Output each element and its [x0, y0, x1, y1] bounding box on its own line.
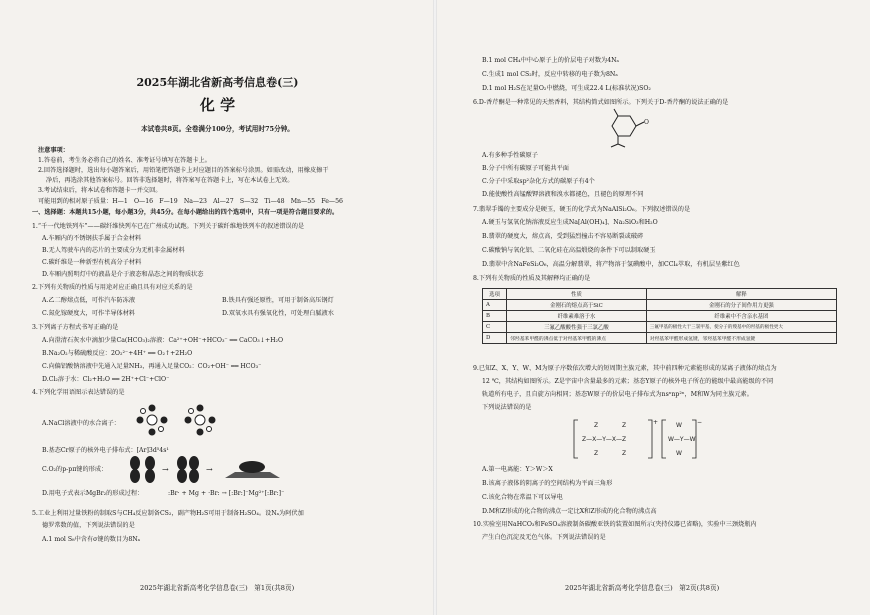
p-p-pi-bond-diagram: [120, 454, 290, 484]
cell: 邻羟基苯甲醛的沸点低于对羟基苯甲醛的沸点: [507, 333, 647, 344]
table-row: [483, 311, 837, 322]
cell: 三氟甲基的极性大于三氯甲基，使分子的羧基中的羟基的极性更大: [646, 322, 836, 333]
q3-option-d: D.Cl₂溶于水：Cl₂+H₂O ══ 2H⁺+Cl⁻+ClO⁻: [42, 376, 170, 383]
q9-stem: 9.已知Z、X、Y、W、M为原子序数依次增大的短周期主族元素，其中前四种元素能形成的某离子液体的熔点为: [473, 365, 777, 372]
q7-option-d: D.翡翠中含NaFeSi₂O₆，高温分解翡翠，将产物溶于氢碘酸中，加CCl₄萃取，有机层呈紫红色: [482, 261, 740, 268]
right-footer: 2025年湖北省新高考化学信息卷(三) 第2页(共8页): [565, 584, 720, 592]
q4-option-b: B.基态Cr原子的核外电子排布式：[Ar]3d⁵4s¹: [42, 447, 169, 454]
q5-option-a: A.1 mol S₈中含有σ键的数目为8Nₐ: [42, 536, 141, 543]
q3-stem: 3.下列离子方程式书写正确的是: [32, 324, 119, 331]
cell: A: [483, 300, 507, 311]
note-1: 1.答卷前，考生务必将自己的姓名、准考证号填写在答题卡上。: [38, 157, 211, 164]
q9-option-c: C.该化合物在常温下可以导电: [482, 494, 563, 501]
hydrated-ions-diagram: [130, 398, 270, 440]
q5-option-c: C.生成1 mol CS₂时，反应中转移的电子数为8Nₐ: [482, 71, 618, 78]
svg-text:Z: Z: [594, 422, 599, 429]
q1-option-c: C.碳纤维是一种新型有机高分子材料: [42, 259, 142, 266]
q5-stem-cont: 德罗常数的值，下列说法错误的是: [42, 522, 135, 529]
q4-option-d: D.用电子式表示MgBr₂的形成过程：: [42, 490, 144, 497]
svg-text:+: +: [653, 419, 659, 426]
q6-option-b: B.分子中所有碳原子可能共平面: [482, 165, 569, 172]
q3-option-b: B.Na₂O₂与稀硫酸反应：2O₂²⁻+4H⁺ ══ O₂↑+2H₂O: [42, 350, 193, 357]
q5-option-d: D.1 mol H₂S在足量O₂中燃烧，可生成22.4 L(标准状况)SO₂: [482, 85, 651, 92]
q5-stem: 5.工业上利用过量铁粉的制取S与CH₄反应制备CS₂，副产物H₂S可用于制备H₂SO₄。设Nₐ为阿伏加: [32, 510, 304, 517]
svg-text:Z: Z: [622, 450, 627, 457]
note-2: 2.回答选择题时，选出每小题答案后，用铅笔把答题卡上对应题目的答案标号涂黑。如需改动，用橡皮擦干: [38, 167, 329, 174]
exam-title: 2025年湖北省新高考信息卷(三): [136, 76, 299, 89]
cell: 对羟基苯甲醛形成氢键，邻羟基苯甲醛不形成氢键: [646, 333, 836, 344]
exam-info: 本试卷共8页。全卷满分100分，考试用时75分钟。: [141, 125, 294, 133]
subject-title: 化 学: [199, 96, 236, 114]
q1-option-d: D.车厢内照明灯中的液晶是介于液态和晶态之间的物质状态: [42, 271, 204, 278]
table-row: [483, 322, 837, 333]
q10-stem-cont: 产生白色沉淀及无色气体。下列说法错误的是: [482, 534, 606, 541]
svg-text:W—Y—W: W—Y—W: [668, 436, 696, 443]
cell: D: [483, 333, 507, 344]
note-2-cont: 净后，再选涂其他答案标号。回答非选择题时，将答案写在答题卡上，写在本试卷上无效。: [46, 177, 294, 184]
cell: 三氟乙酸酸性强于三氯乙酸: [507, 322, 647, 333]
q7-option-c: C.碳酸钠与氧化铝、二氧化硅在高温煅烧的条件下可以制取硬玉: [482, 247, 656, 254]
cell: 金刚石的熔点高于SiC: [507, 300, 647, 311]
q6-option-d: D.能使酸性高锰酸钾溶液和溴水都褪色，且褪色的原理不同: [482, 191, 644, 198]
cell: B: [483, 311, 507, 322]
q9-stem-2: 12 ℃，其结构如图所示。Z是宇宙中含量最多的元素；基态Y原子的核外电子所在的能级中最高能级的不同: [482, 378, 774, 385]
q7-option-b: B.翡翠的硬度大，熔点高，受到猛烈撞击不容易断裂或破碎: [482, 233, 644, 240]
q2-option-d: D.双氧水具有强氧化性，可处理白腻液水: [222, 310, 334, 317]
svg-text:Z: Z: [594, 450, 599, 457]
notes-heading: 注意事项：: [38, 147, 69, 154]
q5-option-b: B.1 mol CH₄中中心原子上的价层电子对数为4Nₐ: [482, 57, 619, 64]
q4-option-a: A.NaCl溶液中的水合离子：: [42, 420, 120, 427]
q6-option-a: A.有多种手性碳原子: [482, 152, 538, 159]
q2-stem: 2.下列有关物质的性质与用途对应正确且具有对应关系的是: [32, 284, 193, 291]
table-header-row: [483, 289, 837, 300]
q6-stem: 6.D-香芹酮是一种常见的天然香料，其结构简式如图所示。下列关于D-香芹酮的说法正确的是: [473, 99, 729, 106]
cell: 纤维素中不含亲水基团: [646, 311, 836, 322]
q9-option-a: A.第一电离能：Y＞W＞X: [482, 466, 553, 473]
col-property: 性质: [507, 289, 647, 300]
col-explanation: 解释: [646, 289, 836, 300]
svg-text:O: O: [644, 119, 649, 126]
carvone-structure: [600, 108, 650, 148]
q2-option-c: C.氮化镓硬度大，可作半导体材料: [42, 310, 136, 317]
svg-text:−: −: [697, 419, 703, 426]
q1-option-b: B.无人驾驶车内的芯片的主要成分为无机非金属材料: [42, 247, 185, 254]
cell: 金刚石的分子间作用力更强: [646, 300, 836, 311]
q1-stem: 1.“千一代地铁列车”——碳纤维快列车已在广州成功试跑。下列关于碳纤维地铁列车的叙述错误的是: [32, 223, 305, 230]
col-option: 选项: [483, 289, 507, 300]
note-3: 3.考试结束后，将本试卷和答题卡一并交回。: [38, 187, 162, 194]
q8-stem: 8.下列有关物质的性质及其解释均正确的是: [473, 275, 591, 282]
q3-option-a: A.向澄清石灰水中滴加少量Ca(HCO₃)₂溶液：Ca²⁺+OH⁻+HCO₃⁻ ══ CaCO₃↓+H₂O: [42, 337, 284, 344]
left-footer: 2025年湖北省新高考化学信息卷(三) 第1页(共8页): [140, 584, 295, 592]
q6-option-c: C.分子中采取sp²杂化方式的碳原子有4个: [482, 178, 595, 185]
svg-text:W: W: [676, 422, 682, 429]
q4-stem: 4.下列化学用语图示表达错误的是: [32, 389, 125, 396]
q7-stem: 7.翡翠手镯的主要成分是硬玉，硬玉的化学式为NaAlSi₂O₆。下列叙述错误的是: [473, 206, 691, 213]
mgbr2-formation: :Br· + Mg + ·Br: → [:Br:]⁻Mg²⁺[:Br:]⁻: [168, 490, 285, 497]
q9-stem-3: 轨道所有电子，且自旋方向相同；基态W原子的价层电子排布式为nsⁿnp²ⁿ，M和W为同主族元素。: [482, 391, 753, 398]
q3-option-c: C.向偏铝酸钠溶液中先通入足量NH₃，再通入足量CO₂：CO₂+OH⁻ ══ HCO₃⁻: [42, 363, 262, 370]
q8-table: [482, 288, 837, 344]
atomic-masses: 可能用到的相对原子质量：H—1 O—16 F—19 Na—23 Al—27 S—32 Ti—48 Mn—55 Fe—56: [38, 198, 343, 205]
svg-text:Z: Z: [622, 422, 627, 429]
table-row: [483, 300, 837, 311]
q10-stem: 10.实验室用NaHCO₃和FeSO₄溶液制备碳酸亚铁的装置如图所示(夹持仪器已省略)，实验中三颈烧瓶内: [473, 521, 757, 528]
svg-text:→: →: [162, 465, 169, 474]
ionic-liquid-structure: [570, 416, 710, 462]
q9-stem-4: 下列说法错误的是: [482, 404, 532, 411]
table-row: [483, 333, 837, 344]
cell: C: [483, 322, 507, 333]
cell: 纤维素难溶于水: [507, 311, 647, 322]
q2-option-b: B.铁具有强还原性，可用于制备高压钢灯: [222, 297, 334, 304]
section-1-heading: 一、选择题：本题共15小题，每小题3分，共45分。在每小题给出的四个选项中，只有一项是符合题目要求的。: [32, 209, 339, 216]
q2-option-a: A.乙二醇熔点低，可作汽车防冻液: [42, 297, 136, 304]
svg-text:W: W: [676, 450, 682, 457]
right-page: [435, 0, 870, 615]
svg-text:→: →: [206, 465, 213, 474]
q7-option-a: A.硬玉与氢氧化钠溶液反应生成Na[Al(OH)₄]、Na₂SiO₃和H₂O: [482, 219, 658, 226]
q9-option-b: B.该离子液体的阴离子的空间结构为平面三角形: [482, 480, 613, 487]
svg-text:Z—X—Y—X—Z: Z—X—Y—X—Z: [582, 436, 627, 443]
q9-option-d: D.M和Z形成的化合物的沸点一定比X和Z形成的化合物的沸点高: [482, 508, 657, 515]
q4-option-c: C.O₂的p-pπ键的形成：: [42, 466, 108, 473]
q1-option-a: A.车厢内的不锈钢扶手属于合金材料: [42, 235, 142, 242]
